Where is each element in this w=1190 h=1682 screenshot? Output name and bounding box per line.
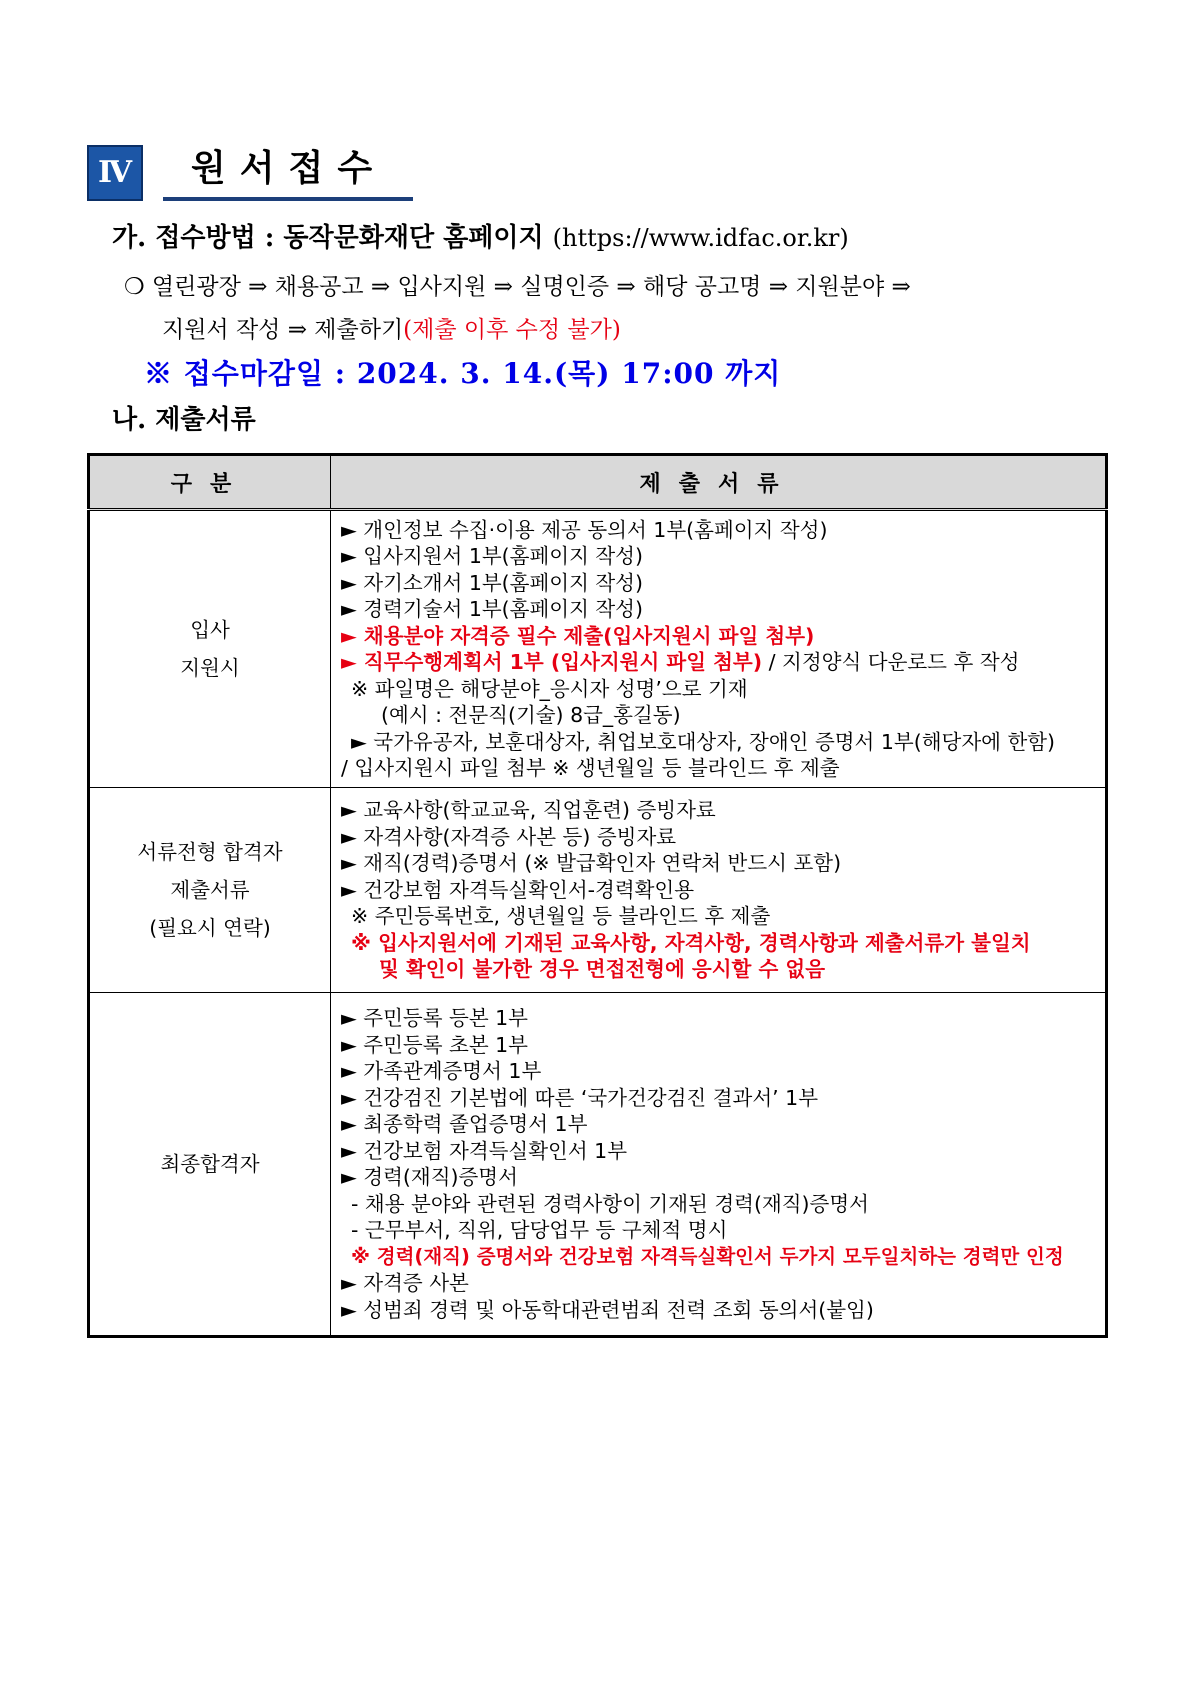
list-item: - 근무부서, 직위, 담당업무 등 구체적 명시 — [351, 1218, 728, 1242]
category-line: 최종합격자 — [160, 1152, 260, 1176]
list-item — [341, 649, 1097, 676]
category-line: 서류전형 합격자 — [137, 840, 283, 864]
no-edit-notice: (제출 이후 수정 불가) — [403, 317, 621, 343]
list-item: ► 주민등록 초본 1부 — [341, 1032, 528, 1057]
documents-heading: 나. 제출서류 — [112, 405, 256, 435]
list-item: ► 건강보험 자격득실확인서-경력확인용 — [341, 877, 695, 902]
list-item-text: ► 직무수행계획서 1부 (입사지원시 파일 첨부) — [341, 650, 763, 674]
category-line: (필요시 연락) — [149, 916, 271, 940]
category-line: 제출서류 — [170, 878, 250, 902]
list-item: ► 재직(경력)증명서 (※ 발급확인자 연락처 반드시 포함) — [341, 851, 842, 876]
category-cell — [89, 510, 331, 788]
documents-cell — [331, 993, 1107, 1337]
list-item: ► 개인정보 수집·이용 제공 동의서 1부(홈페이지 작성) — [341, 517, 828, 542]
list-item: ► 건강검진 기본법에 따른 ‘국가건강검진 결과서’ 1부 — [341, 1085, 818, 1110]
category-cell — [89, 993, 331, 1337]
list-item: ※ 입사지원서에 기재된 교육사항, 자격사항, 경력사항과 제출서류가 불일치 — [351, 930, 1031, 955]
list-item: ► 건강보험 자격득실확인서 1부 — [341, 1138, 627, 1163]
list-item: ► 최종학력 졸업증명서 1부 — [341, 1112, 588, 1136]
section-number-badge: Ⅳ — [87, 145, 143, 201]
documents-cell — [331, 788, 1107, 993]
application-path-text: 지원서 작성 ⇒ 제출하기 — [162, 317, 404, 343]
list-item: ► 국가유공자, 보훈대상자, 취업보호대상자, 장애인 증명서 1부(해당자에 한함) — [351, 729, 1056, 754]
method-heading — [112, 217, 849, 254]
method-heading-text: 가. 접수방법 : 동작문화재단 홈페이지 — [112, 223, 544, 253]
section-header — [87, 145, 417, 205]
list-item: ► 주민등록 등본 1부 — [341, 1006, 528, 1030]
list-item: ► 경력기술서 1부(홈페이지 작성) — [341, 597, 643, 621]
documents-table — [87, 453, 1108, 1338]
section-title: 원서접수 — [163, 147, 413, 201]
list-item: ► 교육사항(학교교육, 직업훈련) 증빙자료 — [341, 798, 716, 823]
list-item: ► 자격증 사본 — [341, 1271, 469, 1295]
list-item: ► 성범죄 경력 및 아동학대관련범죄 전력 조회 동의서(붙임) — [341, 1297, 874, 1322]
category-line: 지원시 — [180, 656, 240, 680]
list-item: ► 자기소개서 1부(홈페이지 작성) — [341, 570, 643, 595]
category-cell — [89, 788, 331, 993]
list-item: ※ 경력(재직) 증명서와 건강보험 자격득실확인서 두가지 모두일치하는 경력만 인정 — [351, 1244, 1064, 1268]
homepage-url: (https://www.idfac.or.kr) — [552, 224, 849, 252]
list-item: (예시 : 전문직(기술) 8급_홍길동) — [381, 703, 681, 727]
table-row — [89, 510, 1107, 788]
header-category: 구분 — [89, 455, 331, 510]
deadline-notice: ※ 접수마감일 : 2024. 3. 14.(목) 17:00 까지 — [144, 357, 782, 390]
category-line: 입사 — [190, 618, 230, 642]
list-item: / 입사지원시 파일 첨부 ※ 생년월일 등 블라인드 후 제출 — [341, 756, 840, 780]
list-item: ► 자격사항(자격증 사본 등) 증빙자료 — [341, 824, 677, 849]
application-path-line2 — [162, 311, 621, 344]
documents-cell — [331, 510, 1107, 788]
header-documents: 제출서류 — [331, 455, 1107, 510]
list-item: ► 채용분야 자격증 필수 제출(입사지원시 파일 첨부) — [341, 623, 815, 648]
table-header-row — [89, 455, 1107, 510]
list-item: ※ 파일명은 해당분야_응시자 성명’으로 기재 — [351, 676, 748, 701]
list-item-text: / 지정양식 다운로드 후 작성 — [762, 650, 1020, 674]
table-row — [89, 993, 1107, 1337]
list-item: ※ 주민등록번호, 생년월일 등 블라인드 후 제출 — [351, 904, 771, 929]
table-row — [89, 788, 1107, 993]
list-item: ► 가족관계증명서 1부 — [341, 1059, 542, 1083]
list-item: ► 입사지원서 1부(홈페이지 작성) — [341, 544, 643, 568]
list-item: - 채용 분야와 관련된 경력사항이 기재된 경력(재직)증명서 — [351, 1191, 869, 1216]
list-item: ► 경력(재직)증명서 — [341, 1165, 518, 1189]
application-path-line1: ❍ 열린광장 ⇒ 채용공고 ⇒ 입사지원 ⇒ 실명인증 ⇒ 해당 공고명 ⇒ 지원분야 ⇒ — [124, 274, 911, 300]
list-item: 및 확인이 불가한 경우 면접전형에 응시할 수 없음 — [379, 957, 826, 982]
